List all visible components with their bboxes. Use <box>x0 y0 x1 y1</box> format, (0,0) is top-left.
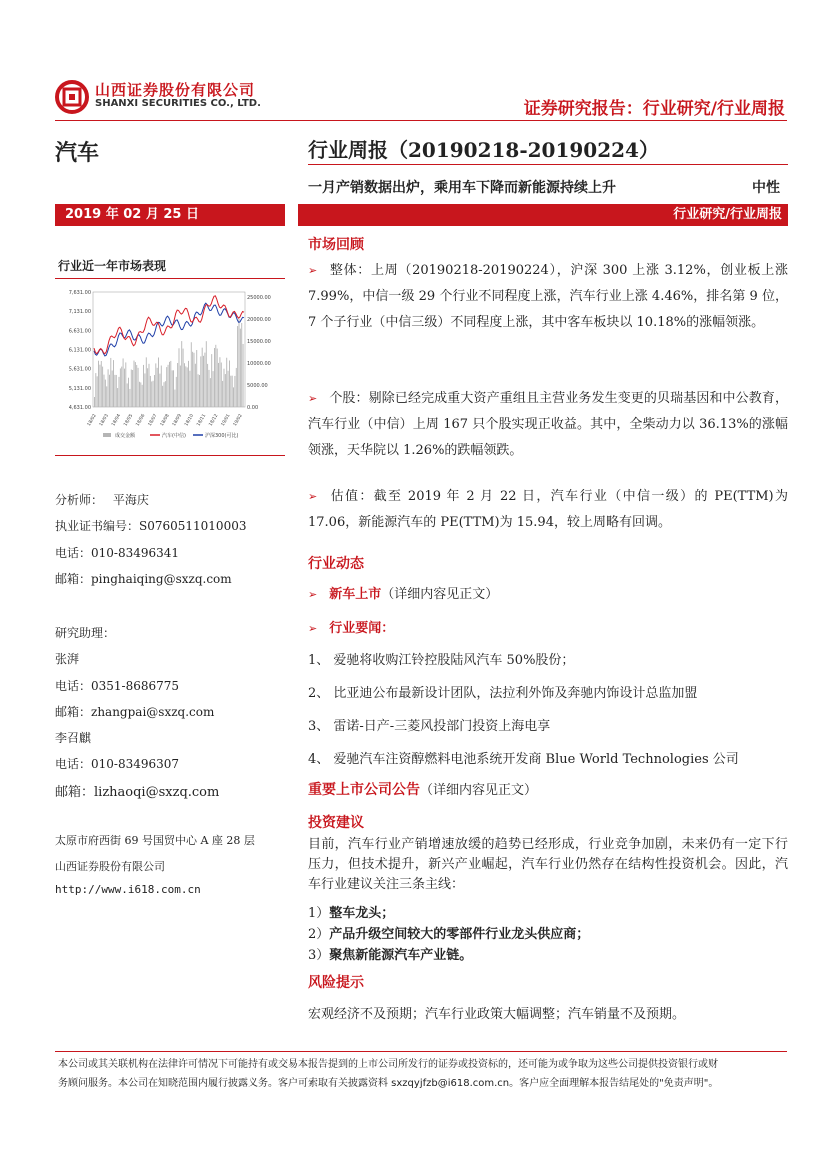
market-review-valuation: ➢ 估值：截至 2019 年 2 月 22 日，汽车行业（中信一级）的 PE(TTM)为 17.06，新能源汽车的 PE(TTM)为 15.94，较上周略有回调。 <box>308 489 788 530</box>
volume-bar <box>157 368 158 407</box>
volume-bar <box>140 382 141 407</box>
volume-bar <box>173 370 174 407</box>
address-company: 山西证券股份有限公司 <box>55 860 165 873</box>
volume-bar <box>204 353 205 407</box>
volume-bar <box>174 390 175 407</box>
news-item: 4、 爱驰汽车注资醇燃料电池系统开发商 Blue World Technologies 公司 <box>308 752 739 767</box>
volume-bar <box>97 376 98 407</box>
analyst-line <box>55 491 149 508</box>
company-logo <box>55 80 89 114</box>
investment-item-3: 3）聚焦新能源汽车产业链。 <box>308 948 473 963</box>
news-item: 2、 比亚迪公布最新设计团队，法拉利外饰及奔驰内饰设计总监加盟 <box>308 686 698 701</box>
news-heading: 行业要闻： <box>329 621 395 636</box>
volume-bar <box>110 358 111 407</box>
market-review-overall: ➢ 整体：上周（20190218-20190224），沪深 300 上涨 3.12%，创业板上涨 7.99%，中信一级 29 个行业不同程度上涨，汽车行业上涨 4.46%，排名第 9 位，7 个子行业（中信三级）不同程度上涨，其中客车板块以 10.18%的涨幅领涨。 <box>308 263 788 330</box>
announcements-line <box>308 779 537 799</box>
investment-item-2: 2）产品升级空间较大的零部件行业龙头供应商； <box>308 927 590 942</box>
volume-bar <box>219 357 220 407</box>
volume-bar <box>116 375 117 407</box>
assistant2-phone: 电话：010-83496307 <box>55 757 180 771</box>
chart-title-underline <box>55 278 285 279</box>
chart-bottom-line <box>55 455 285 456</box>
volume-bar <box>101 361 102 407</box>
left-tick-label: 6,131.00 <box>68 347 91 354</box>
title-underline <box>308 164 788 165</box>
volume-bar <box>240 329 241 407</box>
company-url[interactable]: http://www.i618.com.cn <box>55 883 201 896</box>
volume-bar <box>166 367 167 407</box>
report-title: 行业周报（20190218-20190224） <box>308 138 659 162</box>
volume-bar <box>143 365 144 407</box>
announcements-note: （详细内容见正文） <box>420 783 538 798</box>
volume-bar <box>105 380 106 407</box>
volume-bar <box>104 375 105 407</box>
volume-bar <box>222 381 223 407</box>
volume-bar <box>121 367 122 407</box>
volume-bar <box>217 349 218 407</box>
volume-bar <box>243 344 244 407</box>
volume-bar <box>142 385 143 407</box>
hs300-line <box>94 303 244 356</box>
assistant1-phone: 电话：0351-8686775 <box>55 679 180 693</box>
bullet-arrow-icon: ➢ <box>308 392 318 405</box>
footer-divider <box>55 1051 787 1052</box>
volume-bar <box>241 323 242 407</box>
volume-bar <box>198 374 199 407</box>
assistant2-name: 李召麒 <box>55 731 92 745</box>
volume-bar <box>183 349 184 407</box>
assistant1-name: 张湃 <box>55 652 80 666</box>
legend-swatch <box>103 433 111 437</box>
rating: 中性 <box>752 180 780 196</box>
risk-text: 宏观经济不及预期；汽车行业政策大幅调整；汽车销量不及预期。 <box>308 1007 686 1022</box>
volume-bar <box>114 375 115 407</box>
volume-bar <box>224 369 225 407</box>
investment-item-1: 1）整车龙头； <box>308 906 395 921</box>
assistant2-email: 邮箱：lizhaoqi@sxzq.com <box>55 785 220 800</box>
volume-bar <box>109 375 110 407</box>
volume-bar <box>136 365 137 407</box>
investment-heading: 投资建议 <box>308 815 364 831</box>
volume-bar <box>195 364 196 407</box>
bullet-arrow-icon: ➢ <box>308 264 318 277</box>
legend-label: 沪深300(可比) <box>205 433 239 439</box>
volume-bar <box>129 389 130 407</box>
volume-bar <box>161 366 162 407</box>
legend-label: 汽车(中信) <box>162 433 186 439</box>
volume-bar <box>162 386 163 407</box>
volume-bar <box>213 371 214 407</box>
x-tick-label: 18/10 <box>184 413 196 428</box>
market-chart-svg <box>55 282 285 450</box>
volume-bar <box>125 362 126 407</box>
volume-bar <box>146 357 147 407</box>
volume-bar <box>119 377 120 407</box>
volume-bar <box>135 362 136 407</box>
volume-bar <box>192 352 193 407</box>
volume-bar <box>215 345 216 407</box>
report-type: 证券研究报告：行业研究/行业周报 <box>523 99 785 119</box>
volume-bar <box>117 388 118 407</box>
volume-bar <box>153 381 154 407</box>
volume-bar <box>180 366 181 407</box>
news-item: 1、 爱驰将收购江铃控股陆风汽车 50%股份； <box>308 653 575 668</box>
news-heading-line <box>308 617 394 636</box>
volume-bar <box>237 326 238 407</box>
volume-bar <box>200 356 201 407</box>
volume-bar <box>155 363 156 407</box>
investment-text: 目前，汽车行业产销增速放缓的趋势已经形成，行业竞争加剧，未来仍有一定下行压力，但技术提升，新兴产业崛起，汽车行业仍然存在结构性投资机会。因此，汽车行业建议关注三条主线： <box>308 837 788 892</box>
volume-bar <box>150 376 151 407</box>
bullet-arrow-icon: ➢ <box>308 622 318 635</box>
volume-bar <box>170 361 171 407</box>
volume-bar <box>123 358 124 407</box>
left-tick-label: 7,631.00 <box>68 290 91 296</box>
volume-bar <box>187 367 188 407</box>
volume-bar <box>94 397 95 407</box>
volume-bar <box>181 341 182 407</box>
volume-bar <box>106 386 107 407</box>
new-cars-line <box>308 583 498 602</box>
volume-bar <box>225 374 226 407</box>
date-bar <box>55 204 285 226</box>
volume-bar <box>234 376 235 407</box>
volume-bar <box>194 353 195 407</box>
volume-bar <box>147 368 148 407</box>
left-tick-label: 5,131.00 <box>68 385 91 392</box>
volume-bar <box>127 383 128 407</box>
volume-bar <box>151 381 152 407</box>
announcements-heading: 重要上市公司公告 <box>308 782 420 798</box>
volume-bar <box>172 370 173 407</box>
market-review-heading: 市场回顾 <box>308 237 364 253</box>
volume-bar <box>112 370 113 407</box>
left-tick-label: 4,631.00 <box>68 405 91 411</box>
x-tick-label: 19/02 <box>232 413 244 428</box>
new-cars-label: 新车上市 <box>329 587 382 602</box>
x-tick-label: 18/02 <box>86 413 98 428</box>
chart-title: 行业近一年市场表现 <box>58 259 167 273</box>
volume-bar <box>211 354 212 407</box>
address-line: 太原市府西街 69 号国贸中心 A 座 28 层 <box>55 834 255 847</box>
volume-bar <box>203 356 204 407</box>
x-tick-label: 18/09 <box>172 413 183 428</box>
volume-bar <box>233 387 234 407</box>
volume-bar <box>188 361 189 407</box>
company-name-cn: 山西证券股份有限公司 <box>95 81 256 99</box>
right-tick-label: 20000.00 <box>247 317 271 323</box>
legend-label: 成交金额 <box>115 433 136 439</box>
company-name-en: SHANXI SECURITIES CO., LTD. <box>95 98 261 109</box>
analyst-email: 邮箱：pinghaiqing@sxzq.com <box>55 572 232 586</box>
volume-bar <box>199 375 200 407</box>
analyst-phone: 电话：010-83496341 <box>55 546 180 560</box>
analyst-cert: 执业证书编号：S0760511010003 <box>55 519 247 533</box>
volume-bar <box>239 318 240 407</box>
volume-bar <box>229 360 230 407</box>
bullet-arrow-icon: ➢ <box>308 490 318 503</box>
volume-bar <box>230 376 231 407</box>
market-chart <box>55 282 285 450</box>
left-tick-label: 6,631.00 <box>68 328 91 335</box>
volume-bar <box>158 357 159 407</box>
industry-heading: 行业动态 <box>308 556 364 572</box>
report-subtitle: 一月产销数据出炉，乘用车下降而新能源持续上升 <box>308 180 616 196</box>
x-tick-label: 19/01 <box>220 413 232 428</box>
new-cars-note: （详细内容见正文） <box>381 587 499 602</box>
volume-bar <box>102 367 103 407</box>
volume-bar <box>209 370 210 407</box>
volume-bar <box>236 368 237 407</box>
volume-bar <box>132 370 133 407</box>
x-tick-label: 18/12 <box>208 413 220 428</box>
x-tick-label: 18/04 <box>111 413 123 428</box>
volume-bar <box>165 381 166 407</box>
volume-bar <box>168 365 169 407</box>
volume-bar <box>218 363 219 407</box>
analyst-name: 平海庆 <box>112 493 149 507</box>
right-tick-label: 0.00 <box>247 405 259 411</box>
market-review-stocks: ➢ 个股：剔除已经完成重大资产重组且主营业务发生变更的贝瑞基因和中公教育，汽车行业（中信）上周 167 只个股实现正收益。其中，全柴动力以 36.13%的涨幅领涨，天华院以 1.26%的跌幅领跌。 <box>308 391 788 458</box>
volume-bar <box>179 348 180 407</box>
x-tick-label: 18/08 <box>159 413 171 428</box>
volume-bar <box>169 362 170 407</box>
volume-bar <box>149 364 150 407</box>
right-tick-label: 10000.00 <box>247 361 271 367</box>
volume-bar <box>134 361 135 407</box>
volume-bar <box>228 371 229 407</box>
volume-bar <box>177 363 178 407</box>
analyst-label: 分析师： <box>55 493 104 507</box>
bullet-arrow-icon: ➢ <box>308 588 318 601</box>
news-item: 3、 雷诺-日产-三菱风投部门投资上海电享 <box>308 719 551 734</box>
volume-bar <box>185 366 186 407</box>
volume-bar <box>144 373 145 407</box>
volume-bar <box>139 382 140 407</box>
assistant-label: 研究助理： <box>55 626 116 640</box>
category-label: 行业研究/行业周报 <box>673 207 782 222</box>
report-date: 2019 年 02 月 25 日 <box>65 207 199 222</box>
footer-disclaimer-2: 务顾问服务。本公司在知晓范围内履行披露义务。客户可索取有关披露资料 sxzqyjfzb@i618.com.cn。客户应全面理解本报告结尾处的"免责声明"。 <box>58 1078 719 1089</box>
volume-bar <box>138 368 139 407</box>
sector-name: 汽车 <box>55 141 100 166</box>
volume-bar <box>196 350 197 407</box>
category-bar <box>298 204 788 226</box>
volume-bar <box>128 378 129 407</box>
volume-bar <box>207 364 208 407</box>
left-tick-label: 7,131.00 <box>68 309 91 316</box>
right-tick-label: 5000.00 <box>247 383 268 389</box>
volume-bar <box>99 365 100 407</box>
volume-bar <box>191 342 192 407</box>
volume-bar <box>131 370 132 407</box>
left-tick-label: 5,631.00 <box>68 366 91 373</box>
right-tick-label: 25000.00 <box>247 295 271 301</box>
volume-bar <box>214 348 215 407</box>
volume-bar <box>226 358 227 407</box>
volume-bar <box>108 369 109 407</box>
volume-bar <box>202 348 203 407</box>
header-divider <box>55 120 787 121</box>
volume-bar <box>232 376 233 407</box>
auto-line <box>94 296 244 354</box>
volume-bar <box>95 373 96 407</box>
x-tick-label: 18/07 <box>147 413 159 428</box>
volume-bar <box>164 382 165 407</box>
volume-bar <box>210 378 211 407</box>
risk-heading: 风险提示 <box>308 975 364 991</box>
x-tick-label: 18/11 <box>196 413 208 428</box>
volume-bar <box>184 363 185 407</box>
x-tick-label: 18/03 <box>99 413 110 428</box>
volume-bar <box>154 375 155 407</box>
volume-bar <box>159 374 160 407</box>
volume-bar <box>124 369 125 407</box>
volume-bar <box>206 341 207 407</box>
volume-bar <box>120 368 121 407</box>
assistant1-email: 邮箱：zhangpai@sxzq.com <box>55 705 215 719</box>
x-tick-label: 18/05 <box>123 413 135 428</box>
right-tick-label: 15000.00 <box>247 339 271 345</box>
volume-bar <box>221 363 222 407</box>
volume-bar <box>189 371 190 407</box>
volume-bar <box>176 377 177 407</box>
volume-bar <box>98 361 99 407</box>
x-tick-label: 18/06 <box>135 413 147 428</box>
footer-disclaimer-1: 本公司或其关联机构在法律许可情况下可能持有或交易本报告提到的上市公司所发行的证券或投资标的，还可能为或争取为这些公司提供投资银行或财 <box>58 1059 718 1070</box>
volume-bar <box>113 360 114 407</box>
